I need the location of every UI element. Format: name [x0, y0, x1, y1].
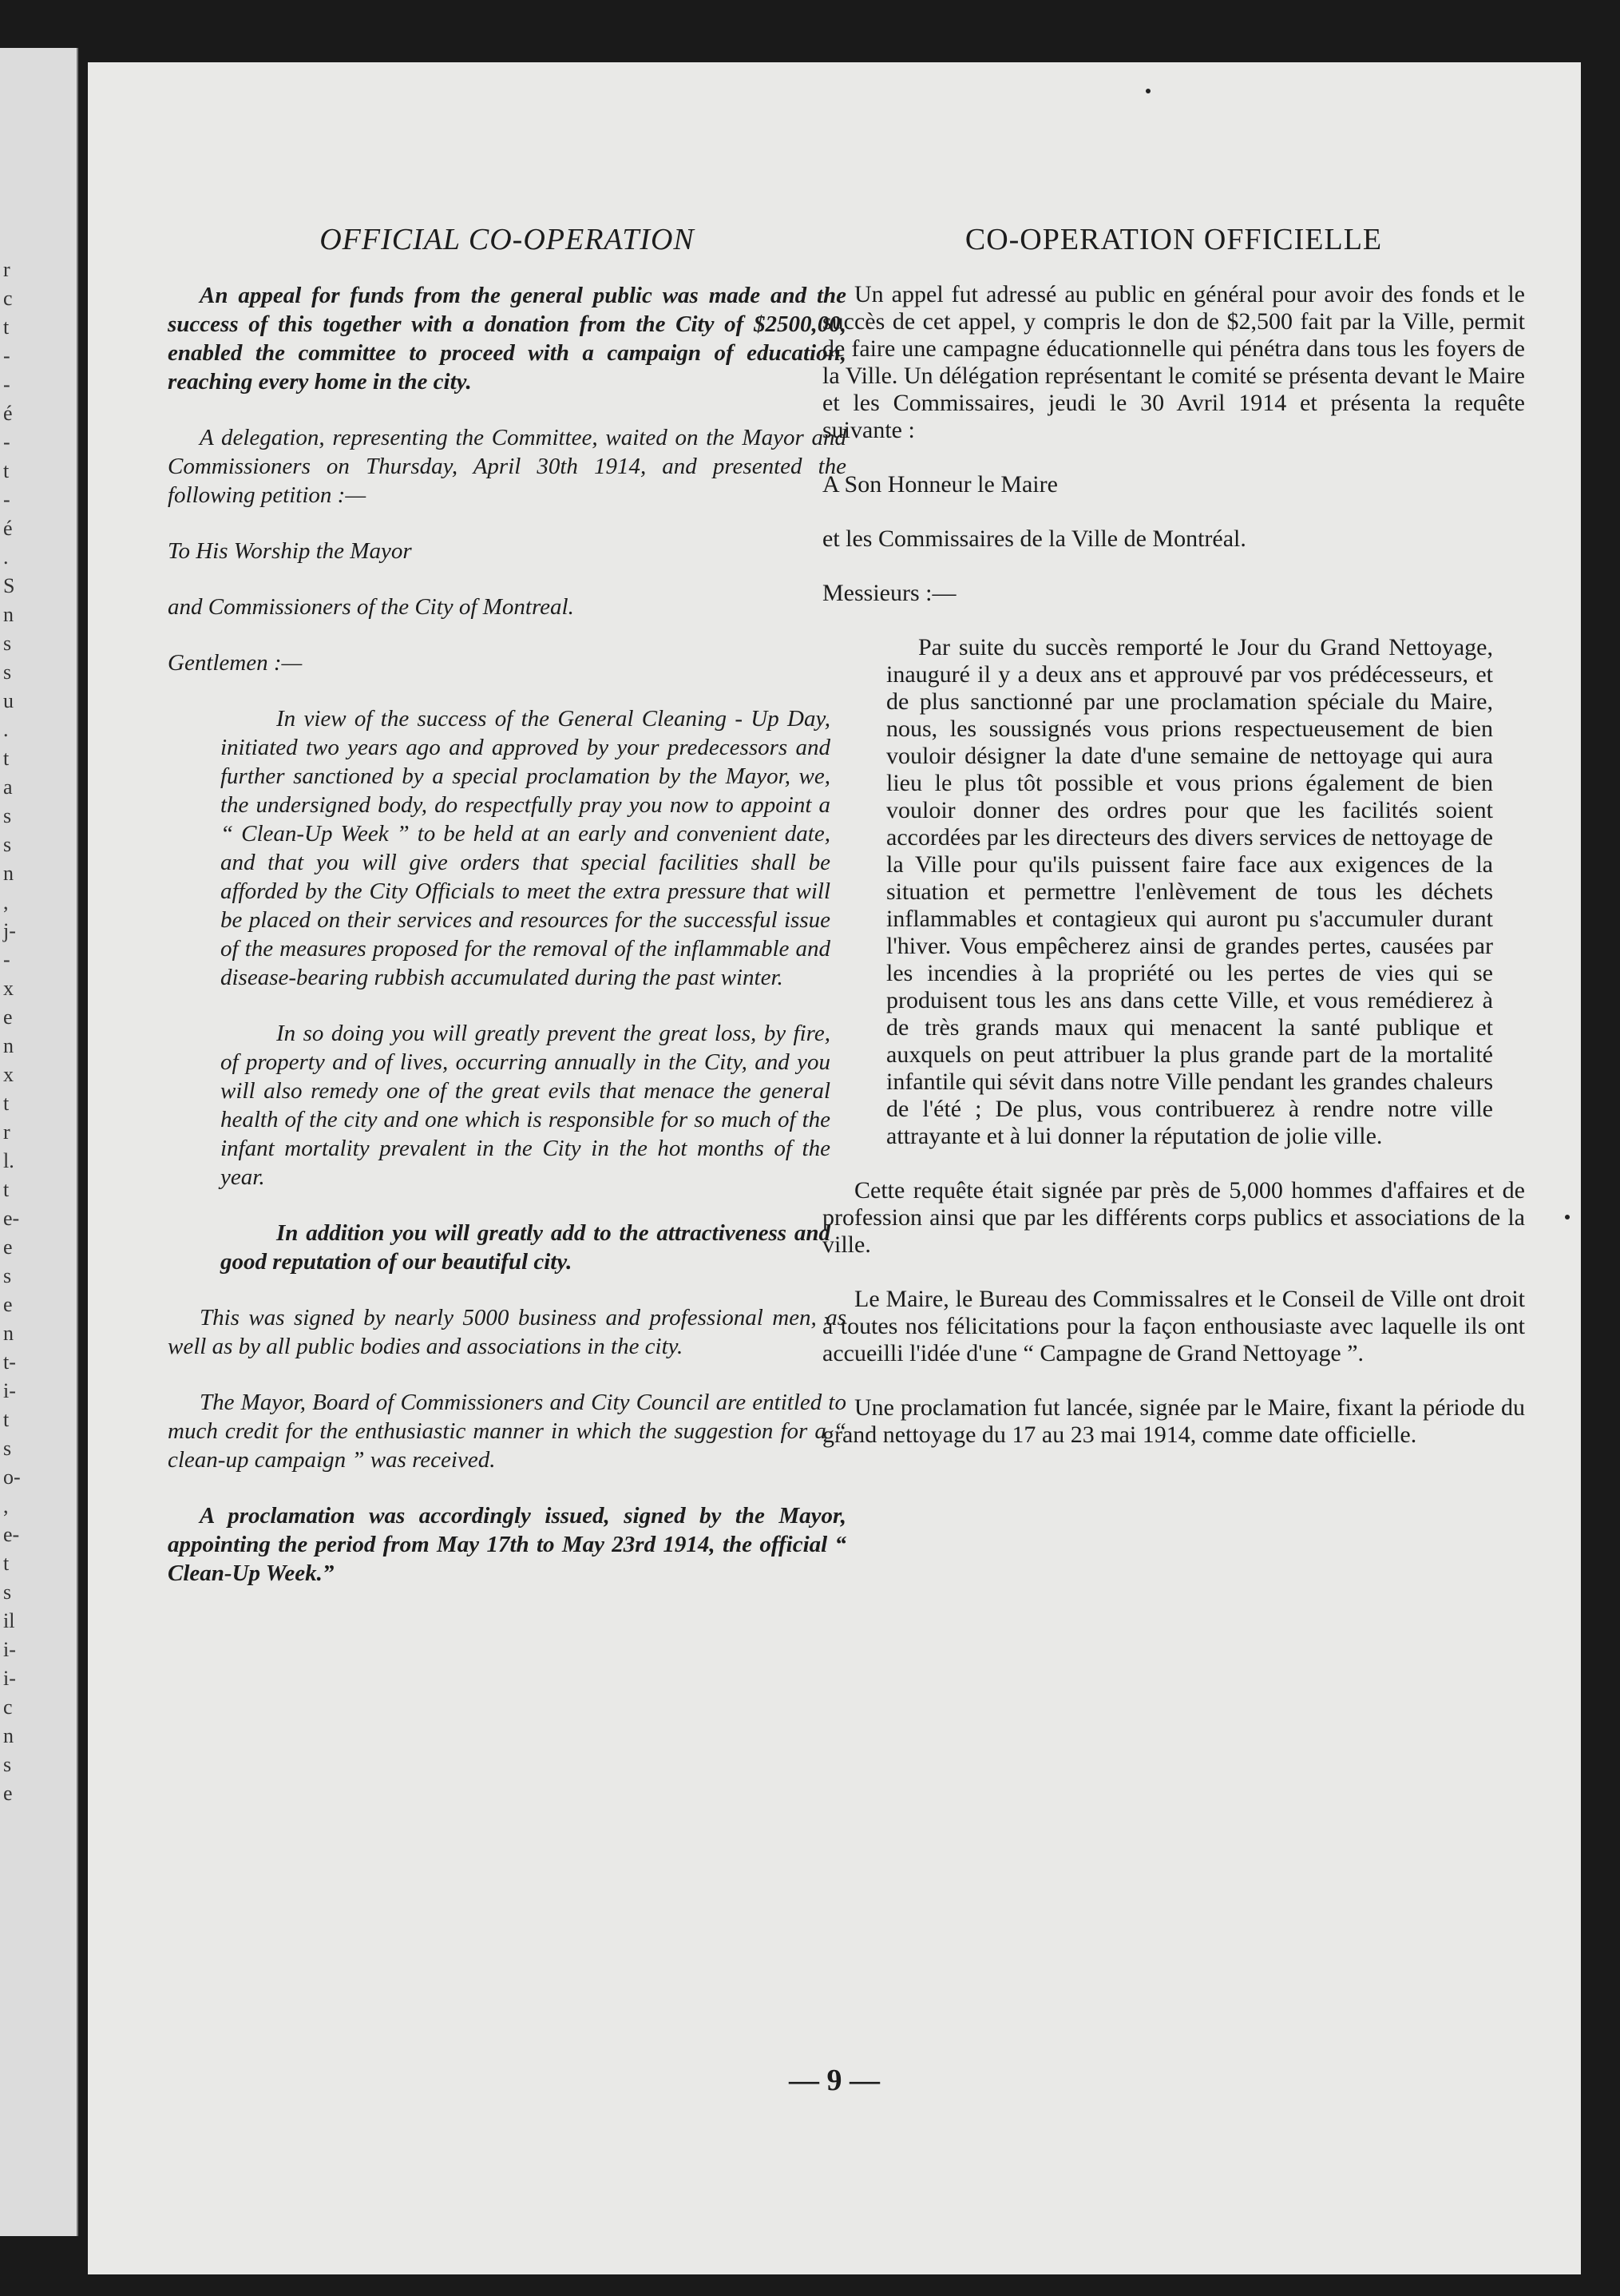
- french-salutation: Messieurs :—: [822, 580, 957, 606]
- adjacent-page-char: é: [3, 517, 13, 540]
- adjacent-page-char: t: [3, 1092, 10, 1115]
- adjacent-page-char: c: [3, 287, 13, 310]
- adjacent-page-char: s: [3, 1264, 12, 1287]
- french-paragraph-2: Cette requête était signée par près de 5,000 hommes d'affaires et de profession ainsi que par les différents corps publics et associations de la ville.: [822, 1177, 1525, 1258]
- english-petition: [220, 704, 830, 1276]
- adjacent-page-char: n: [3, 1034, 14, 1057]
- english-paragraph-3: This was signed by nearly 5000 business and professional men, as well as by all public bodies and associations in the city.: [168, 1305, 846, 1359]
- adjacent-page-edge: [0, 48, 78, 2236]
- adjacent-page-char: e: [3, 1782, 13, 1805]
- adjacent-page-char: -: [3, 373, 10, 396]
- adjacent-page-char: n: [3, 862, 14, 885]
- adjacent-page-char: il: [3, 1609, 15, 1632]
- french-paragraph-1: Un appel fut adressé au public en général pour avoir des fonds et le succès de cet appel, y compris le don de $2,500 fait par la Ville, permit de faire une campagne éducationnelle qui pénétra dans tous les foyers de la Ville. Un délégation représentant le comité se présenta devant le Maire et les Commissaires, jeudi le 30 Avril 1914 et présenta la requête suivante :: [822, 281, 1525, 443]
- english-petition-paragraph-1: In view of the success of the General Cleaning - Up Day, initiated two years ago and approved by your predecessors and further sanctioned by a special proclamation by the Mayor, we, the undersigned body, do respectfully pray you now to appoint a “ Clean-Up Week ” to be held at an early and convenient date, and that you will give orders that special facilities shall be afforded by the City Officials to meet the extra pressure that will be placed on their services and resources for the successful issue of the measures proposed for the removal of the inflammable and disease-bearing rubbish accumulated during the past winter.: [220, 706, 830, 990]
- adjacent-page-char: x: [3, 977, 14, 1000]
- adjacent-page-char: s: [3, 804, 12, 827]
- english-paragraph-1: An appeal for funds from the general public was made and the success of this together with a donation from the City of $2500,00, enabled the committee to proceed with a campaign of education, reaching every home in the city.: [168, 283, 846, 395]
- adjacent-page-char: n: [3, 603, 14, 626]
- adjacent-page-char: t: [3, 1178, 10, 1201]
- french-petition-paragraph: Par suite du succès remporté le Jour du Grand Nettoyage, inauguré il y a deux ans et approuvé par vos prédécesseurs, et de plus sanctionné par une proclamation spéciale du Maire, nous, les soussignés vous prions respectueusement de bien vouloir désigner la date d'une semaine de nettoyage qui aura lieu le plus tôt possible et vous prions également de bien vouloir donner des ordres pour que les facilités soient accordées par les directeurs des divers services de nettoyage de la Ville pour qu'ils puissent faire face aux exigences de la situation et permettre l'enlèvement de tous les déchets inflammables et contagieux qui auront pu s'accumuler durant l'hiver. Vous empêcherez ainsi de grandes pertes, causées par les incendies à la propriété ou les pertes de vies qui se produisent tous les ans dans cette Ville, et vous remédierez à de très grands maux qui menacent la santé publique et auxquels on peut attribuer la plus grande part de la mortalité infantile qui sévit dans notre Ville pendant les grandes chaleurs de l'été ; De plus, vous contribuerez à rendre notre ville attrayante et à lui donner la réputation de jolie ville.: [886, 634, 1493, 1149]
- adjacent-page-char: S: [3, 574, 15, 597]
- adjacent-page-char: n: [3, 1724, 14, 1747]
- english-petition-paragraph-2: In so doing you will greatly prevent the great loss, by fire, of property and of lives, occurring annually in the City, and you will also remedy one of the great evils that menace the general health of the city and one which is responsible for so much of the infant mortality prevalent in the City in the hot months of the year.: [220, 1021, 830, 1190]
- adjacent-page-char: s: [3, 833, 12, 856]
- adjacent-page-char: o-: [3, 1465, 21, 1489]
- adjacent-page-char: .: [3, 718, 9, 741]
- adjacent-page-char: e-: [3, 1523, 20, 1546]
- adjacent-page-char: c: [3, 1695, 13, 1719]
- french-address-line-2: et les Commissaires de la Ville de Montréal.: [822, 525, 1246, 552]
- adjacent-page-char: t-: [3, 1350, 16, 1374]
- english-address-line-1: To His Worship the Mayor: [168, 538, 412, 564]
- english-title: OFFICIAL CO-OPERATION: [319, 223, 695, 256]
- english-salutation: Gentlemen :—: [168, 650, 303, 676]
- document-page: [88, 62, 1581, 2274]
- speck: [1146, 89, 1151, 93]
- english-paragraph-5: A proclamation was accordingly issued, signed by the Mayor, appointing the period from May 17th to May 23rd 1914, the official “ Clean-Up Week.”: [168, 1503, 846, 1586]
- adjacent-page-char: a: [3, 775, 13, 799]
- english-paragraph-4: The Mayor, Board of Commissioners and City Council are entitled to much credit for the enthusiastic manner in which the suggestion for a “ clean-up campaign ” was received.: [168, 1390, 846, 1473]
- adjacent-page-char: n: [3, 1322, 14, 1345]
- adjacent-page-char: x: [3, 1063, 14, 1086]
- adjacent-page-char: é: [3, 402, 13, 425]
- english-paragraph-2: A delegation, representing the Committee, waited on the Mayor and Commissioners on Thursday, April 30th 1914, and presented the following petition :—: [168, 425, 846, 508]
- adjacent-page-char: j-: [3, 919, 16, 942]
- adjacent-page-char: t: [3, 459, 10, 482]
- adjacent-page-char: .: [3, 545, 9, 569]
- adjacent-page-char: s: [3, 1437, 12, 1460]
- adjacent-page-char: i-: [3, 1667, 16, 1690]
- adjacent-page-char: s: [3, 632, 12, 655]
- adjacent-page-char: e: [3, 1005, 13, 1029]
- adjacent-page-char: ,: [3, 1494, 9, 1517]
- adjacent-page-char: i-: [3, 1638, 16, 1661]
- adjacent-page-char: s: [3, 1753, 12, 1776]
- french-paragraph-3: Le Maire, le Bureau des Commissalres et le Conseil de Ville ont droit à toutes nos félicitations pour la façon enthousiaste avec laquelle ils ont accueilli l'idée d'une “ Campagne de Grand Nettoyage ”.: [822, 1286, 1525, 1366]
- english-column: [168, 222, 846, 1615]
- adjacent-page-char: i-: [3, 1379, 16, 1402]
- adjacent-page-char: l.: [3, 1149, 14, 1172]
- adjacent-page-fragments: [3, 256, 24, 1808]
- french-petition: [886, 634, 1493, 1150]
- adjacent-page-char: t: [3, 315, 10, 339]
- adjacent-page-char: -: [3, 344, 10, 367]
- page-number: — 9 —: [789, 2064, 880, 2097]
- speck: [1565, 1215, 1570, 1219]
- adjacent-page-char: ,: [3, 890, 9, 914]
- adjacent-page-char: -: [3, 948, 10, 971]
- english-address-line-2: and Commissioners of the City of Montreal.: [168, 594, 574, 620]
- adjacent-page-char: u: [3, 689, 14, 712]
- adjacent-page-char: t: [3, 1552, 10, 1575]
- french-title: CO-OPERATION OFFICIELLE: [964, 223, 1383, 256]
- adjacent-page-char: t: [3, 747, 10, 770]
- adjacent-page-char: e: [3, 1293, 13, 1316]
- adjacent-page-char: s: [3, 660, 12, 684]
- french-paragraph-4: Une proclamation fut lancée, signée par le Maire, fixant la période du grand nettoyage du 17 au 23 mai 1914, comme date officielle.: [822, 1394, 1525, 1448]
- adjacent-page-char: e-: [3, 1207, 20, 1230]
- adjacent-page-char: s: [3, 1580, 12, 1604]
- french-column: [822, 222, 1525, 1476]
- adjacent-page-char: t: [3, 1408, 10, 1431]
- french-address-line-1: A Son Honneur le Maire: [822, 471, 1058, 498]
- adjacent-page-char: r: [3, 258, 10, 281]
- adjacent-page-char: -: [3, 488, 10, 511]
- adjacent-page-char: e: [3, 1235, 13, 1259]
- english-petition-paragraph-3: In addition you will greatly add to the attractiveness and good reputation of our beautiful city.: [220, 1220, 830, 1275]
- adjacent-page-char: r: [3, 1120, 10, 1144]
- adjacent-page-char: -: [3, 430, 10, 454]
